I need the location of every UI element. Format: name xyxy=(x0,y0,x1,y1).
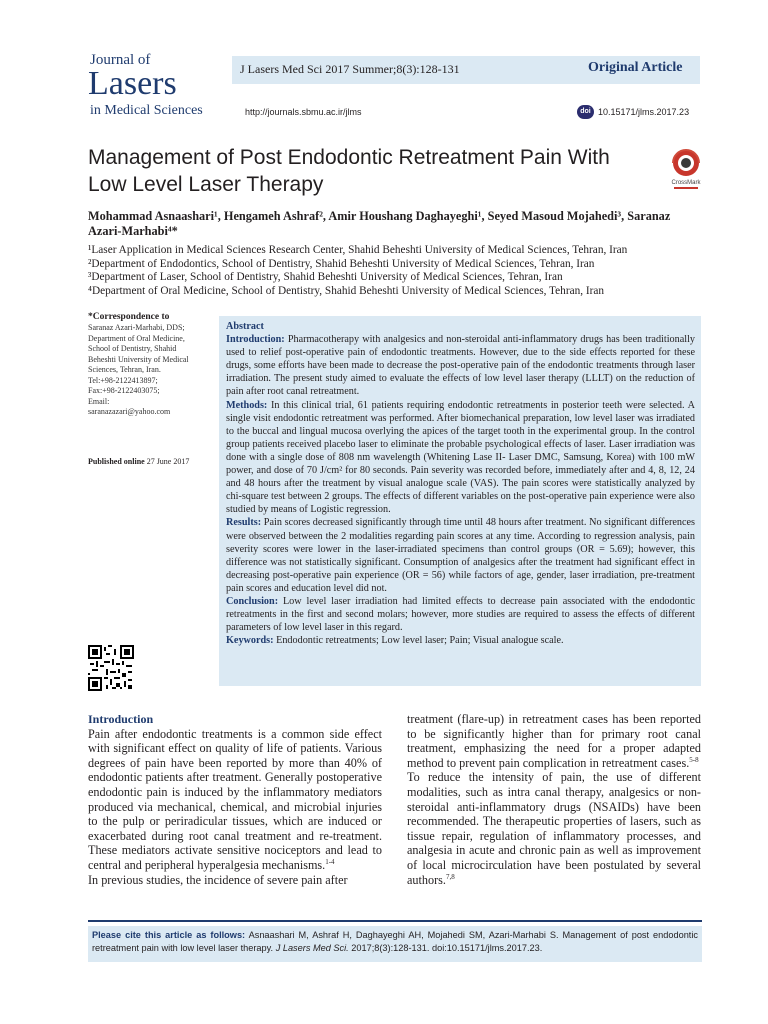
abstract-keywords-text: Endodontic retreatments; Low level laser; Pain; Visual analogue scale. xyxy=(276,635,564,647)
qr-code-icon xyxy=(88,645,134,691)
body-paragraph-text: treatment (flare-up) in retreatment cases has been reported to be significantly higher than for primary root canal treatment, emphasizing the need for a proper adapted method to prevent pain complication in retreatment cases. xyxy=(407,712,701,770)
abstract-introduction xyxy=(226,333,695,398)
correspondence-line: Department of Oral Medicine, xyxy=(88,333,185,343)
abstract-title: Abstract xyxy=(226,321,264,332)
journal-logo-wordmark: Lasers xyxy=(88,65,177,102)
article-type: Original Article xyxy=(588,60,683,75)
affiliation-item: ³Department of Laser, School of Dentistry, Shahid Beheshti University of Medical Sciences, Tehran, Iran xyxy=(88,271,563,283)
body-column-left xyxy=(88,712,382,887)
abstract-introduction-label: Introduction: xyxy=(226,334,285,346)
abstract-conclusion xyxy=(226,595,695,634)
correspondence-details xyxy=(88,323,218,418)
abstract-keywords-label: Keywords: xyxy=(226,635,274,647)
correspondence-line: School of Dentistry, Shahid xyxy=(88,344,177,353)
journal-citation: J Lasers Med Sci 2017 Summer;8(3):128-131 xyxy=(240,62,460,76)
correspondence-line: Saranaz Azari-Marhabi, DDS; xyxy=(88,323,185,332)
cite-label: Please cite this article as follows: xyxy=(92,930,246,940)
correspondence-heading: *Correspondence to xyxy=(88,312,170,322)
crossmark-icon[interactable] xyxy=(668,148,704,192)
cite-tail: 2017;8(3):128-131. doi:10.15171/jlms.2017.23. xyxy=(351,943,543,953)
body-paragraph xyxy=(88,727,382,873)
crossmark-label: CrossMark xyxy=(671,180,701,186)
journal-url-link[interactable]: http://journals.sbmu.ac.ir/jlms xyxy=(245,107,362,117)
introduction-heading: Introduction xyxy=(88,712,154,726)
published-label: Published online xyxy=(88,457,145,466)
citation-ref[interactable]: 1-4 xyxy=(325,857,335,866)
article-title: Management of Post Endodontic Retreatment Pain With Low Level Laser Therapy xyxy=(88,146,610,196)
body-paragraph xyxy=(407,712,701,770)
abstract-keywords xyxy=(226,634,695,647)
affiliations xyxy=(88,244,700,298)
abstract-panel xyxy=(219,316,701,686)
correspondence-line: Sciences, Tehran, Iran. xyxy=(88,365,161,374)
doi-link[interactable]: 10.15171/jlms.2017.23 xyxy=(598,107,690,117)
citation-ref[interactable]: 7,8 xyxy=(445,872,455,881)
correspondence-line: Tel:+98-2122413897; xyxy=(88,375,158,385)
cite-journal: J Lasers Med Sci. xyxy=(275,943,349,953)
body-column-right xyxy=(407,712,701,887)
abstract-results xyxy=(226,516,695,595)
citation-ref[interactable]: 5-8 xyxy=(689,755,699,764)
doi-icon: doi xyxy=(577,105,594,119)
abstract-introduction-text: Pharmacotherapy with analgesics and non-steroidal anti-inflammatory drugs has been traditionally used to relief post-operative pain of endodontic treatments. However, due to the side effects reported for these drugs, some efforts have been made to decrease the post-operative pain of the endodontic treatments through laser irradiation. The present study aimed to evaluate the effects of low level laser therapy (LLLT) on the reduction of pain after root canal retreatment. xyxy=(226,334,695,398)
abstract-results-text: Pain scores decreased significantly through time until 48 hours after treatment. No significant differences were observed between the 2 modalities regarding pain scores at any time. According to regression analysis, pain severity scores were lower in the laser-irradiated specimens than control groups (OR = 5.69); however, this difference was not statistically significant. Consumption of analgesics after the treatment had significant effect in decreasing post-operative pain experience (OR = 56) while factors of age, gender, laser irradiation, pre-treatment pain scores and education level did not. xyxy=(226,517,695,594)
correspondence-line: Beheshti University of Medical xyxy=(88,354,189,364)
affiliation-item: ⁴Department of Oral Medicine, School of Dentistry, Shahid Beheshti University of Medical Sciences, Tehran, Iran xyxy=(88,284,605,297)
body-paragraph xyxy=(407,770,701,887)
body-paragraph-text: In previous studies, the incidence of severe pain after xyxy=(88,872,348,887)
abstract-methods xyxy=(226,399,695,517)
abstract-methods-text: In this clinical trial, 61 patients requiring endodontic retreatments in posterior teeth were selected. A single visit endodontic retreatment was performed. After biomechanical preparation, low level laser was irradiated to the buccal and lingual mucosa overlying the apices of the target tooth in the experimental group. In the control group patients received placebo laser to eliminate the probable psychological effects of laser. Laser irradiation was done with a single dose of 808 nm wavelength (Whitening Lase II- Laser DMC, Samsung, Korea) with 100 mW power, and dose of 70 J/cm² for 80 seconds. Pain severity was recorded before, immediately after and 4, 8, 12, 24 and 48 hours after the treatment by visual analogue scale (VAS). The pain scores were statistically analyzed by chi-square test between 2 groups. The effects of different variables on the post-operative pain experience were also studied by means of Logistic regression. xyxy=(226,399,695,516)
footer-divider xyxy=(88,920,702,922)
abstract-conclusion-label: Conclusion: xyxy=(226,595,279,607)
abstract-conclusion-text: Low level laser irradiation had limited effects to decrease pain associated with the endodontic retreatments in the first and second molars; however, more studies are required to assess the effects of different parameters of low level laser in this regard. xyxy=(226,595,695,634)
body-paragraph-text: Pain after endodontic treatments is a common side effect with significant effect on quality of life of patients. Various degrees of pain have been reported by more than 40% of endodontic patients after treatment. Generally postoperative endodontic pain is induced by the inflammatory mediators produced via mechanical, chemical, and microbial injuries to the pulp or periradicular tissues, which are induced or exacerbated during root canal treatment and re-treatment. These mediators activate sensitive nociceptors and lead to central and peripheral hyperalgesia mechanisms. xyxy=(88,726,382,872)
correspondence-line: Email: xyxy=(88,396,110,406)
affiliation-item: ¹Laser Application in Medical Sciences Research Center, Shahid Beheshti University of Medical Sciences, Tehran, Iran xyxy=(88,244,628,256)
cite-this-article xyxy=(88,926,702,962)
affiliation-item: ²Department of Endodontics, School of Dentistry, Shahid Beheshti University of Medical Sciences, Tehran, Iran xyxy=(88,257,595,270)
published-value: 27 June 2017 xyxy=(146,457,190,466)
body-paragraph xyxy=(88,873,382,888)
body-paragraph-text: To reduce the intensity of pain, the use of different modalities, such as intra canal therapy, analgesics or non-steroidal anti-inflammatory drugs (NSAIDs) have been recommended. The therapeutic properties of lasers, such as tissue repair, regulation of inflammatory processes, and analgesia in acute and chronic pain as well as improvement of local microcirculation have been postulated by several authors. xyxy=(407,770,701,887)
correspondence-line: Fax:+98-2122403075; xyxy=(88,386,160,395)
journal-logo-line1: Journal of xyxy=(90,52,151,68)
abstract-methods-label: Methods: xyxy=(226,399,268,411)
published-date xyxy=(88,457,189,466)
journal-logo-line3: in Medical Sciences xyxy=(90,103,203,118)
abstract-results-label: Results: xyxy=(226,517,262,529)
correspondence-email[interactable]: saranazazari@yahoo.com xyxy=(88,407,171,416)
cite-text: Asnaashari M, Ashraf H, Daghayeghi AH, Mojahedi SM, Azari-Marhabi S. Management of post endodontic retreatment pain with low level laser therapy. xyxy=(92,930,698,953)
author-list: Mohammad Asnaashari¹, Hengameh Ashraf², Amir Houshang Daghayeghi¹, Seyed Masoud Mojahedi³, Saranaz Azari-Marhabi⁴* xyxy=(88,209,671,238)
